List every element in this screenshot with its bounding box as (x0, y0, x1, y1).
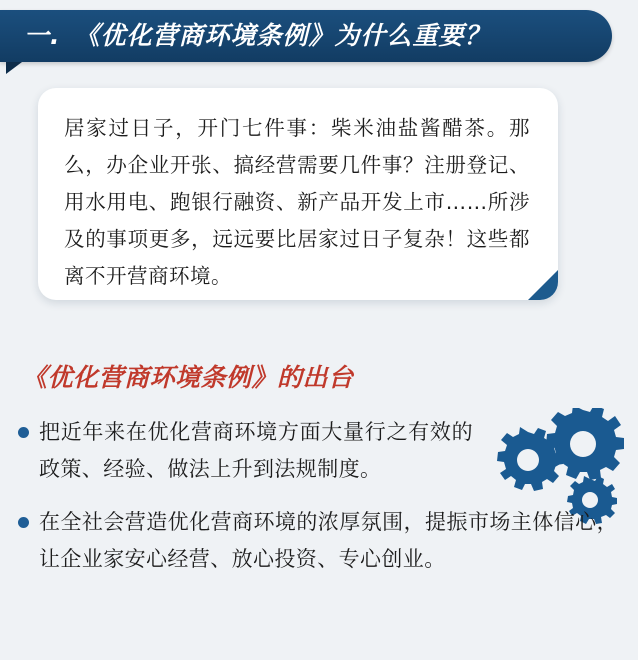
section-title-text: 《优化营商环境条例》为什么重要？ (74, 21, 491, 50)
page-title (24, 10, 491, 62)
bullet-text: 把近年来在优化营商环境方面大量行之有效的政策、经验、做法上升到法规制度。 (39, 420, 473, 481)
header-fold-decoration (6, 62, 22, 74)
bullet-list (18, 414, 618, 594)
intro-paragraph: 居家过日子，开门七件事：柴米油盐酱醋茶。那么，办企业开张、搞经营需要几件事？注册登记、用水用电、跑银行融资、新产品开发上市……所涉及的事项更多，远远要比居家过日子复杂！这些都离不开营商环境。 (64, 116, 530, 288)
section-number: 一. (24, 21, 61, 50)
intro-card (38, 88, 558, 300)
bullet-dot-icon (18, 427, 29, 438)
card-corner-decoration (528, 270, 558, 300)
bullet-dot-icon (18, 517, 29, 528)
header-banner (0, 10, 638, 62)
bullet-text: 在全社会营造优化营商环境的浓厚氛围，提振市场主体信心，让企业家安心经营、放心投资、专心创业。 (39, 510, 618, 571)
list-item (18, 414, 618, 488)
section-heading: 《优化营商环境条例》的出台 (22, 363, 354, 392)
list-item (18, 504, 618, 578)
